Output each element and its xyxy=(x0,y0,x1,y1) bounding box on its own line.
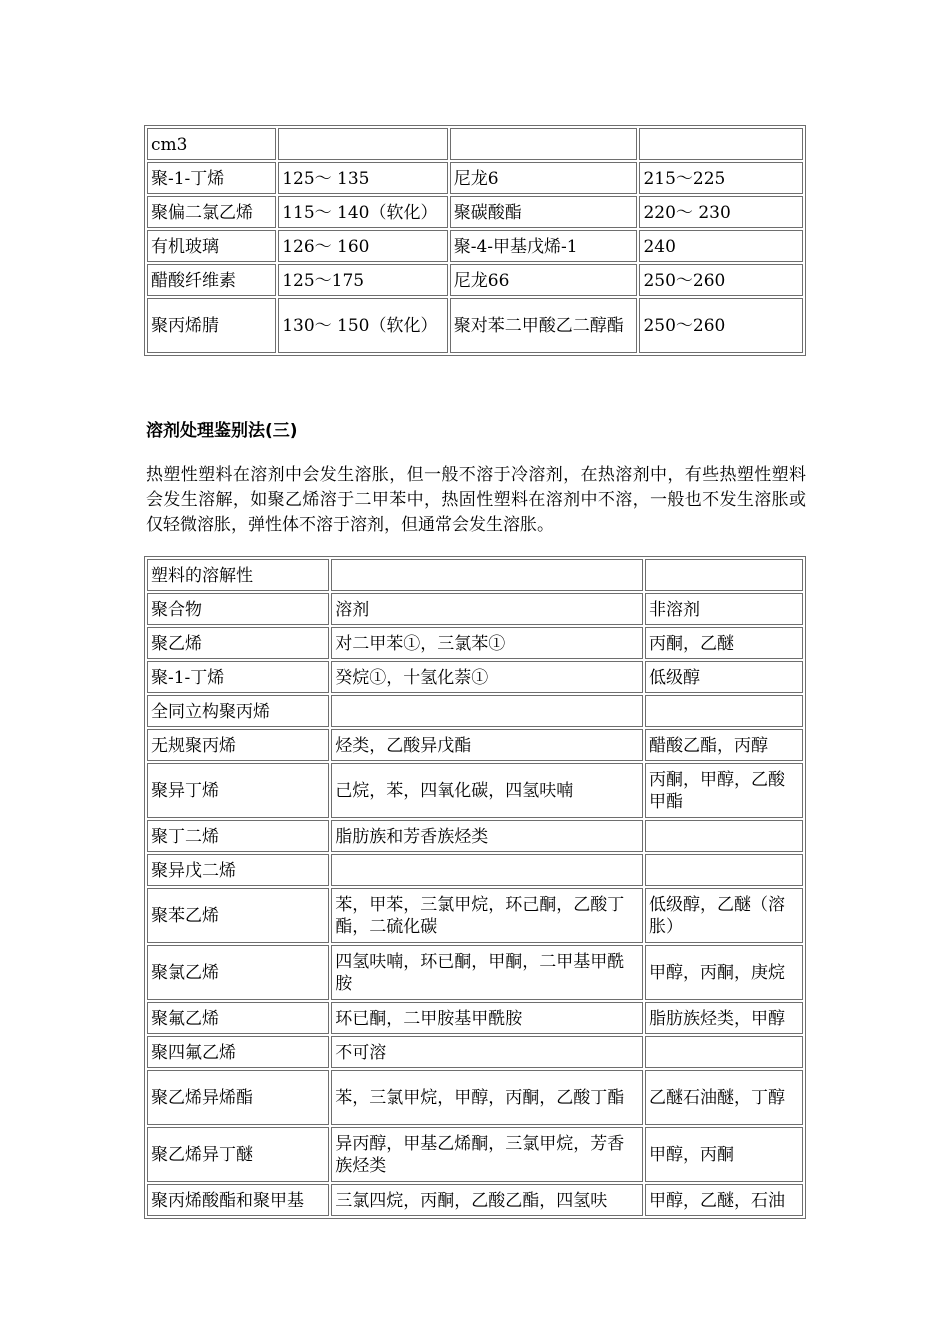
table-cell: 聚苯乙烯 xyxy=(147,888,329,943)
table-row xyxy=(147,695,803,727)
table-cell: 癸烷①，十氢化萘① xyxy=(331,661,643,693)
table-cell: 聚丙烯酸酯和聚甲基 xyxy=(147,1184,329,1216)
table-cell: 聚乙烯 xyxy=(147,627,329,659)
table-cell: 聚偏二氯乙烯 xyxy=(147,196,276,228)
table-row xyxy=(147,1184,803,1216)
table-cell: 聚乙烯异丁醚 xyxy=(147,1127,329,1182)
table-cell: 有机玻璃 xyxy=(147,230,276,262)
table-cell: 聚合物 xyxy=(147,593,329,625)
table-row xyxy=(147,230,803,262)
table-row xyxy=(147,854,803,886)
table-row xyxy=(147,1070,803,1125)
table-cell: 240 xyxy=(639,230,803,262)
table-cell: 尼龙6 xyxy=(450,162,638,194)
table-cell xyxy=(331,559,643,591)
table-row xyxy=(147,162,803,194)
table-cell: 己烷，苯，四氧化碳，四氢呋喃 xyxy=(331,763,643,818)
table-cell: 聚碳酸酯 xyxy=(450,196,638,228)
table-cell xyxy=(645,820,803,852)
table-row xyxy=(147,1002,803,1034)
table-cell: 不可溶 xyxy=(331,1036,643,1068)
table-row xyxy=(147,661,803,693)
table-cell: 丙酮，乙醚 xyxy=(645,627,803,659)
table-row xyxy=(147,196,803,228)
table-cell: 无规聚丙烯 xyxy=(147,729,329,761)
table-cell: 125～ 135 xyxy=(278,162,448,194)
table-cell xyxy=(450,128,638,160)
table-cell: 脂肪族烃类，甲醇 xyxy=(645,1002,803,1034)
table-row xyxy=(147,593,803,625)
table-cell: 聚氟乙烯 xyxy=(147,1002,329,1034)
melting-point-table xyxy=(144,125,806,356)
table-cell: 乙醚石油醚，丁醇 xyxy=(645,1070,803,1125)
table-cell: 125～175 xyxy=(278,264,448,296)
table-cell: 130～ 150（软化） xyxy=(278,298,448,353)
table-cell: 尼龙66 xyxy=(450,264,638,296)
table-cell: 聚-4-甲基戊烯-1 xyxy=(450,230,638,262)
table-row xyxy=(147,820,803,852)
table-cell xyxy=(278,128,448,160)
table-cell xyxy=(331,854,643,886)
table-cell: 醋酸纤维素 xyxy=(147,264,276,296)
table-row xyxy=(147,627,803,659)
section-heading: 溶剂处理鉴别法(三) xyxy=(146,421,298,441)
table-cell: 苯，三氯甲烷，甲醇，丙酮，乙酸丁酯 xyxy=(331,1070,643,1125)
table-cell: 脂肪族和芳香族烃类 xyxy=(331,820,643,852)
table-cell: 塑料的溶解性 xyxy=(147,559,329,591)
solubility-table xyxy=(144,556,806,1219)
table-cell: 苯，甲苯，三氯甲烷，环己酮，乙酸丁酯，二硫化碳 xyxy=(331,888,643,943)
table-row xyxy=(147,945,803,1000)
table-cell: 溶剂 xyxy=(331,593,643,625)
table-cell: 低级醇，乙醚（溶胀） xyxy=(645,888,803,943)
table-row xyxy=(147,559,803,591)
table-cell: 环已酮，二甲胺基甲酰胺 xyxy=(331,1002,643,1034)
table-cell: 丙酮，甲醇，乙酸甲酯 xyxy=(645,763,803,818)
table-cell: 聚-1-丁烯 xyxy=(147,162,276,194)
table-row xyxy=(147,729,803,761)
table-cell: 126～ 160 xyxy=(278,230,448,262)
table-cell: 聚丙烯腈 xyxy=(147,298,276,353)
table-cell: 烃类，乙酸异戊酯 xyxy=(331,729,643,761)
table-cell xyxy=(639,128,803,160)
table-row xyxy=(147,888,803,943)
table-cell: 聚乙烯异烯酯 xyxy=(147,1070,329,1125)
table-row xyxy=(147,264,803,296)
table-row xyxy=(147,298,803,353)
table-cell: 聚丁二烯 xyxy=(147,820,329,852)
table-row xyxy=(147,128,803,160)
table-cell xyxy=(645,559,803,591)
table-cell: cm3 xyxy=(147,128,276,160)
table-cell: 250～260 xyxy=(639,264,803,296)
table-cell: 聚异戊二烯 xyxy=(147,854,329,886)
table-row xyxy=(147,1036,803,1068)
table-cell: 甲醇，丙酮 xyxy=(645,1127,803,1182)
table-cell xyxy=(645,1036,803,1068)
table-cell: 215～225 xyxy=(639,162,803,194)
table-cell: 甲醇，乙醚，石油 xyxy=(645,1184,803,1216)
table-cell: 聚异丁烯 xyxy=(147,763,329,818)
table-cell: 聚对苯二甲酸乙二醇酯 xyxy=(450,298,638,353)
table-cell: 250～260 xyxy=(639,298,803,353)
table-cell: 聚-1-丁烯 xyxy=(147,661,329,693)
table-cell: 聚四氟乙烯 xyxy=(147,1036,329,1068)
table-cell: 醋酸乙酯，丙醇 xyxy=(645,729,803,761)
section-paragraph: 热塑性塑料在溶剂中会发生溶胀，但一般不溶于冷溶剂，在热溶剂中，有些热塑性塑料会发生溶解，如聚乙烯溶于二甲苯中，热固性塑料在溶剂中不溶，一般也不发生溶胀或仅轻微溶胀，弹性体不溶于溶剂，但通常会发生溶胀。 xyxy=(146,465,806,535)
table-cell: 四氢呋喃，环已酮，甲酮，二甲基甲酰胺 xyxy=(331,945,643,1000)
table-cell: 非溶剂 xyxy=(645,593,803,625)
table-cell: 三氯四烷，丙酮，乙酸乙酯，四氢呋 xyxy=(331,1184,643,1216)
table-cell: 115～ 140（软化） xyxy=(278,196,448,228)
table-cell: 低级醇 xyxy=(645,661,803,693)
table-cell: 甲醇，丙酮，庚烷 xyxy=(645,945,803,1000)
table-cell: 全同立构聚丙烯 xyxy=(147,695,329,727)
table-cell: 聚氯乙烯 xyxy=(147,945,329,1000)
table-cell: 对二甲苯①，三氯苯① xyxy=(331,627,643,659)
table-cell: 异丙醇，甲基乙烯酮，三氯甲烷，芳香族烃类 xyxy=(331,1127,643,1182)
table-row xyxy=(147,1127,803,1182)
table-row xyxy=(147,763,803,818)
table-cell xyxy=(645,695,803,727)
table-cell xyxy=(331,695,643,727)
table-cell xyxy=(645,854,803,886)
table-cell: 220～ 230 xyxy=(639,196,803,228)
